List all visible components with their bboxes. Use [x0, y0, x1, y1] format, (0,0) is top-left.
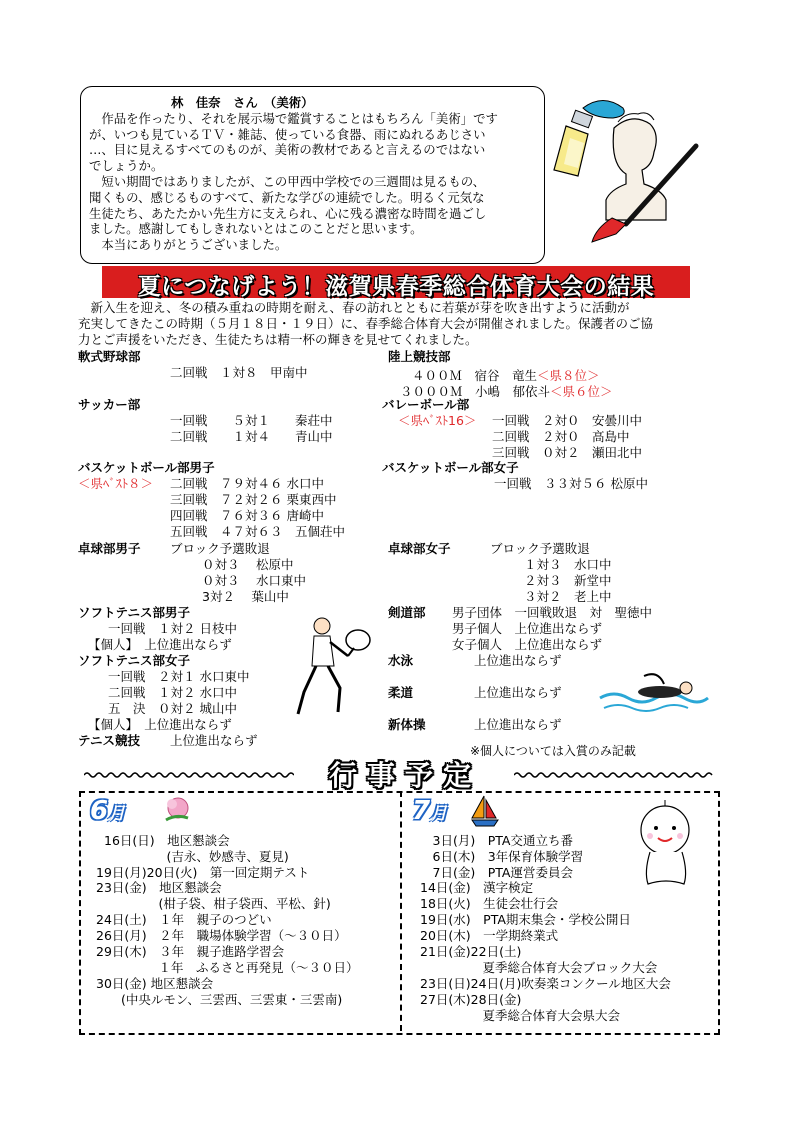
- club-soccer: サッカー部: [78, 397, 141, 412]
- june-event: １年 ふるさと再発見（～３０日）: [96, 960, 359, 975]
- thanks-line: 短い期間ではありましたが、この甲西中学校での三週間は見るもの、: [89, 174, 486, 189]
- result-row: ０対３ 水口東中: [202, 573, 306, 588]
- teru-teru-bozu-icon: [630, 798, 700, 888]
- result-row: １対３ 水口中: [524, 557, 612, 572]
- july-event: 3日(月) PTA交通立ち番: [420, 833, 573, 848]
- result-row: 女子個人 上位進出ならず: [452, 637, 603, 652]
- club-soft-tennis-boys: ソフトテニス部男子: [78, 605, 191, 620]
- july-event: 夏季総合体育大会県大会: [420, 1008, 621, 1023]
- art-supplies-illustration: [548, 88, 708, 248]
- flower-icon: [160, 794, 196, 824]
- result-row: 二回戦 ７９対４６ 水口中: [170, 476, 324, 491]
- intro-line: 力とご声援をいただき、生徒たちは精一杯の輝きを見せてくれました。: [78, 332, 478, 347]
- badge-rank6: ＜県６位＞: [550, 384, 613, 399]
- result-row: 一回戦 ２対１ 水口東中: [108, 669, 250, 684]
- results-note: ※個人については入賞のみ記載: [470, 744, 636, 758]
- july-event: 20日(木) 一学期終業式: [420, 928, 559, 943]
- intro-line: 新入生を迎え、冬の積み重ねの時期を耐え、春の訪れとともに若葉が芽を吹き出すように活動が: [78, 300, 630, 315]
- result-row: ２対３ 新堂中: [524, 573, 612, 588]
- result-row: 五回戦 ４７対６３ 五個荘中: [170, 524, 346, 539]
- june-event: 16日(日) 地区懇談会: [104, 833, 230, 848]
- club-rhythmic-gymnastics: 新体操: [388, 717, 426, 732]
- thanks-line: 本当にありがとうございました。: [89, 237, 288, 252]
- club-basketball-girls: バスケットボール部女子: [382, 460, 519, 475]
- july-event: 14日(金) 漢字検定: [420, 880, 534, 895]
- result-row: 3対２ 葉山中: [202, 589, 289, 604]
- result-row: 男子団体 一回戦敗退 対 聖徳中: [452, 605, 653, 620]
- club-basketball-boys: バスケットボール部男子: [78, 460, 215, 475]
- result-row: ブロック予選敗退: [170, 541, 270, 556]
- result-row: 一回戦 ２対０ 安曇川中: [492, 413, 643, 428]
- wave-divider-right: [514, 770, 714, 780]
- result-row: 上位進出ならず: [474, 653, 562, 668]
- july-label: 7月: [412, 796, 448, 826]
- club-table-tennis-boys: 卓球部男子: [78, 541, 141, 556]
- result-row: ブロック予選敗退: [490, 541, 590, 556]
- result-row: 三回戦 ７２対２６ 栗東西中: [170, 492, 337, 507]
- result-row: 二回戦 １対８ 甲南中: [170, 365, 308, 380]
- thanks-heading: 林 佳奈 さん （美術）: [171, 95, 314, 110]
- result-row: 男子個人 上位進出ならず: [452, 621, 603, 636]
- result-row: ３対２ 老上中: [524, 589, 612, 604]
- july-event: 7日(金) PTA運営委員会: [420, 865, 573, 880]
- club-swimming: 水泳: [388, 653, 414, 668]
- statue-bust-icon: [606, 113, 666, 220]
- result-row: 二回戦 １対４ 青山中: [170, 429, 333, 444]
- result-row: ０対３ 松原中: [202, 557, 294, 572]
- june-event: (中央ルモン、三雲西、三雲東・三雲南): [96, 992, 343, 1007]
- june-event: 24日(土) １年 親子のつどい: [96, 912, 272, 927]
- june-label: 6月: [90, 796, 126, 826]
- result-row: 上位進出ならず: [474, 717, 562, 732]
- result-row: 上位進出ならず: [474, 685, 562, 700]
- july-event: 19日(水) PTA期末集会・学校公開日: [420, 912, 631, 927]
- result-row: ３０００Ｍ 小嶋 郁依斗＜県６位＞: [400, 384, 613, 399]
- result-row: ４００Ｍ 宿谷 竜生＜県８位＞: [412, 368, 600, 383]
- schedule-title: 行事予定: [328, 759, 481, 792]
- thanks-line: …、目に見えるすべてのものが、美術の教材であると言えるのではない: [89, 142, 486, 157]
- result-row: 【個人】 上位進出ならず: [88, 637, 232, 652]
- swimmer-icon: [598, 668, 710, 718]
- thanks-line: 生徒たち、あたたかい先生方に支えられ、心に残る濃密な時間を過ごし: [89, 206, 487, 221]
- club-tennis: テニス競技: [78, 733, 141, 748]
- june-event: 30日(金) 地区懇談会: [96, 976, 214, 991]
- club-judo: 柔道: [388, 685, 414, 700]
- june-event: (吉永、妙感寺、夏見): [104, 849, 289, 864]
- badge-best8: ＜県ﾍﾞｽﾄ８＞: [78, 476, 154, 491]
- july-event: 27日(木)28日(金): [420, 992, 522, 1007]
- club-baseball: 軟式野球部: [78, 349, 141, 364]
- result-row: 二回戦 ２対０ 高島中: [492, 429, 630, 444]
- june-event: 26日(月) ２年 職場体験学習（～３０日）: [96, 928, 347, 943]
- banner-title: 夏につなげよう！滋賀県春季総合体育大会の結果: [137, 274, 655, 300]
- result-row: 二回戦 １対２ 水口中: [108, 685, 237, 700]
- june-event: (柑子袋、柑子袋西、平松、針): [96, 896, 331, 911]
- schedule-column-divider: [400, 791, 402, 1031]
- badge-best16: ＜県ﾍﾞｽﾄ16＞: [398, 413, 477, 428]
- result-row: 五 決 ０対２ 城山中: [108, 701, 237, 716]
- july-event: 23日(日)24日(月)吹奏楽コンクール地区大会: [420, 976, 671, 991]
- june-event: 23日(金) 地区懇談会: [96, 880, 222, 895]
- june-event: 29日(木) ３年 親子進路学習会: [96, 944, 285, 959]
- thanks-line: が、いつも見ているＴＶ・雑誌、使っている食器、雨にぬれるあじさい: [89, 127, 486, 142]
- result-row: 三回戦 ０対２ 瀬田北中: [492, 445, 643, 460]
- result-row: 一回戦 ３３対５６ 松原中: [494, 476, 648, 491]
- badge-rank8: ＜県８位＞: [537, 368, 600, 383]
- club-track: 陸上競技部: [388, 349, 451, 364]
- sailboat-icon: [470, 794, 500, 828]
- result-row: 【個人】 上位進出ならず: [88, 717, 232, 732]
- club-soft-tennis-girls: ソフトテニス部女子: [78, 653, 191, 668]
- july-event: 18日(火) 生徒会壮行会: [420, 896, 559, 911]
- result-row: 一回戦 １対２ 日枝中: [108, 621, 237, 636]
- thanks-line: でしょうか。: [89, 158, 164, 173]
- result-row: 一回戦 ５対１ 秦荘中: [170, 413, 333, 428]
- wave-divider-left: [84, 770, 294, 780]
- july-event: 6日(木) 3年保育体験学習: [420, 849, 584, 864]
- thanks-line: 作品を作ったり、それを展示場で鑑賞することはもちろん「美術」です: [89, 111, 498, 126]
- thanks-line: ました。感謝してもしきれないとはこのことだと思います。: [89, 221, 423, 236]
- thanks-message-box: [80, 86, 545, 264]
- club-table-tennis-girls: 卓球部女子: [388, 541, 451, 556]
- club-volleyball: バレーボール部: [382, 397, 470, 412]
- results-banner: [102, 266, 690, 298]
- club-kendo: 剣道部: [388, 605, 426, 620]
- tennis-player-icon: [292, 612, 378, 724]
- intro-line: 充実してきたこの時期（５月１８日・１９日）に、春季総合体育大会が開催されました。保護者のご協: [78, 316, 654, 331]
- july-event: 21日(金)22日(土): [420, 944, 522, 959]
- thanks-line: 聞くもの、感じるものすべて、新たな学びの連続でした。明るく元気な: [89, 190, 485, 205]
- result-row: 四回戦 ７６対３６ 唐崎中: [170, 508, 324, 523]
- june-event: 19日(月)20日(火) 第一回定期テスト: [96, 865, 310, 880]
- july-event: 夏季総合体育大会ブロック大会: [420, 960, 658, 975]
- result-row: 上位進出ならず: [170, 733, 258, 748]
